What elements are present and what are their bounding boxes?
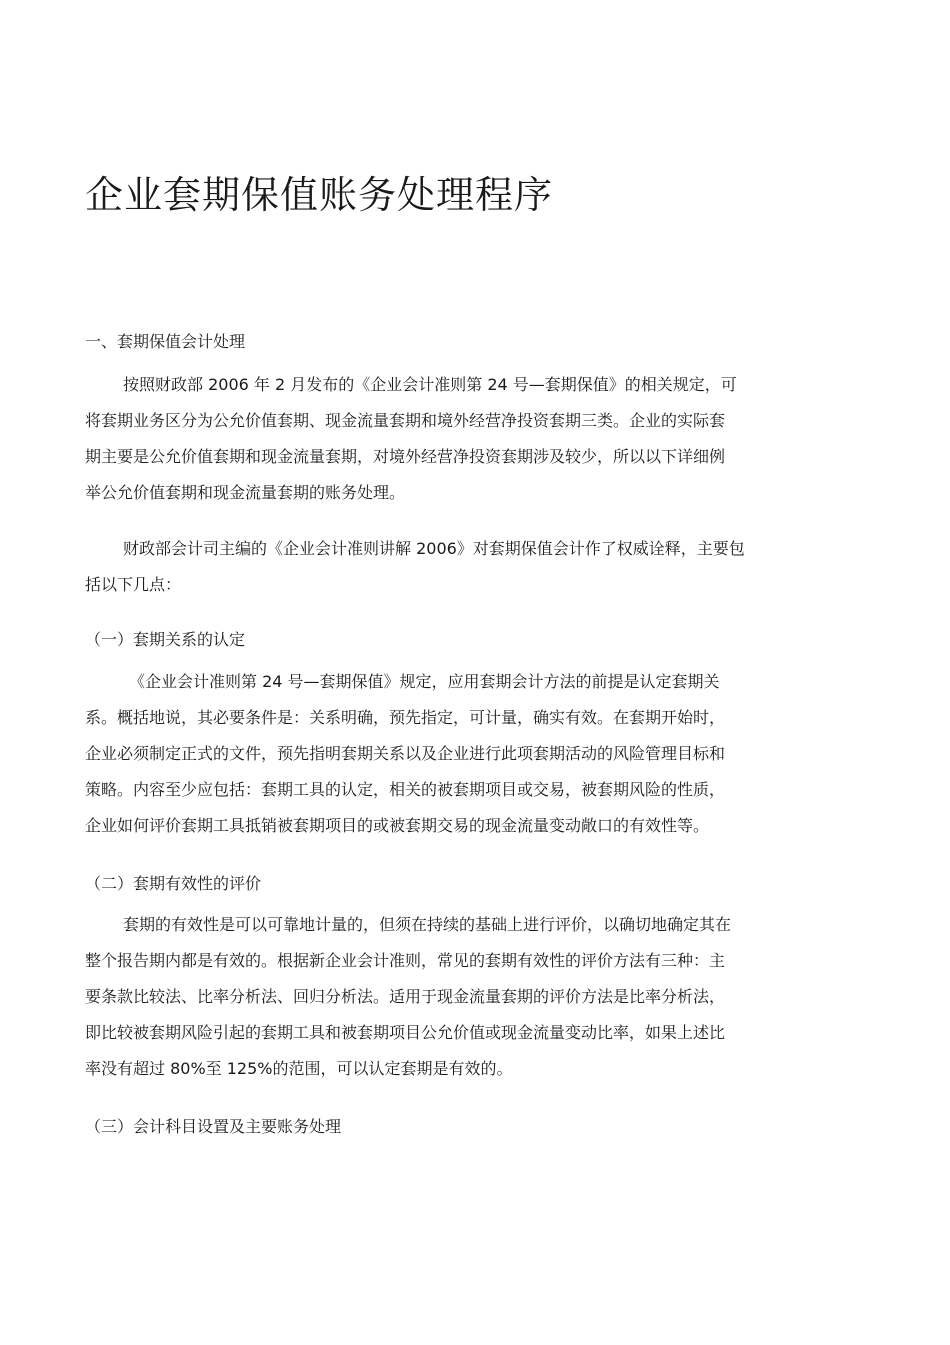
paragraph-line: 套期的有效性是可以可靠地计量的，但须在持续的基础上进行评价，以确切地确定其在 [123,915,732,934]
subsection-heading-accounts: （三）会计科目设置及主要账务处理 [85,1117,342,1136]
paragraph-line: 举公允价值套期和现金流量套期的账务处理。 [85,483,406,502]
paragraph-line: 率没有超过 80%至 125%的范围，可以认定套期是有效的。 [85,1059,513,1078]
paragraph-line: 括以下几点： [85,575,182,594]
paragraph-line: 企业必须制定正式的文件，预先指明套期关系以及企业进行此项套期活动的风险管理目标和 [85,744,726,763]
document-title: 企业套期保值账务处理程序 [85,173,554,217]
paragraph-line: 期主要是公允价值套期和现金流量套期，对境外经营净投资套期涉及较少，所以以下详细例 [85,447,726,466]
paragraph-line: 《企业会计准则第 24 号—套期保值》规定，应用套期会计方法的前提是认定套期关 [129,672,720,691]
paragraph-line: 系。概括地说，其必要条件是：关系明确，预先指定，可计量，确实有效。在套期开始时， [85,708,726,727]
paragraph-line: 整个报告期内都是有效的。根据新企业会计准则，常见的套期有效性的评价方法有三种：主 [85,951,726,970]
paragraph-hedge-relationship [85,664,845,844]
subsection-heading-effectiveness: （二）套期有效性的评价 [85,874,262,893]
paragraph-line: 企业如何评价套期工具抵销被套期项目的或被套期交易的现金流量变动敞口的有效性等。 [85,816,710,835]
paragraph-interpretation [85,531,845,603]
paragraph-effectiveness [85,907,845,1087]
paragraph-line: 策略。内容至少应包括：套期工具的认定，相关的被套期项目或交易，被套期风险的性质， [85,780,726,799]
paragraph-line: 即比较被套期风险引起的套期工具和被套期项目公允价值或现金流量变动比率，如果上述比 [85,1023,726,1042]
paragraph-line: 将套期业务区分为公允价值套期、现金流量套期和境外经营净投资套期三类。企业的实际套 [85,411,726,430]
paragraph-line: 要条款比较法、比率分析法、回归分析法。适用于现金流量套期的评价方法是比率分析法， [85,987,726,1006]
paragraph-line: 按照财政部 2006 年 2 月发布的《企业会计准则第 24 号—套期保值》的相关规定，可 [123,375,737,394]
paragraph-line: 财政部会计司主编的《企业会计准则讲解 2006》对套期保值会计作了权威诠释，主要包 [123,539,745,558]
paragraph-standards-overview [85,367,845,511]
section-heading-accounting: 一、套期保值会计处理 [85,332,246,351]
subsection-heading-hedge-relationship: （一）套期关系的认定 [85,630,246,649]
